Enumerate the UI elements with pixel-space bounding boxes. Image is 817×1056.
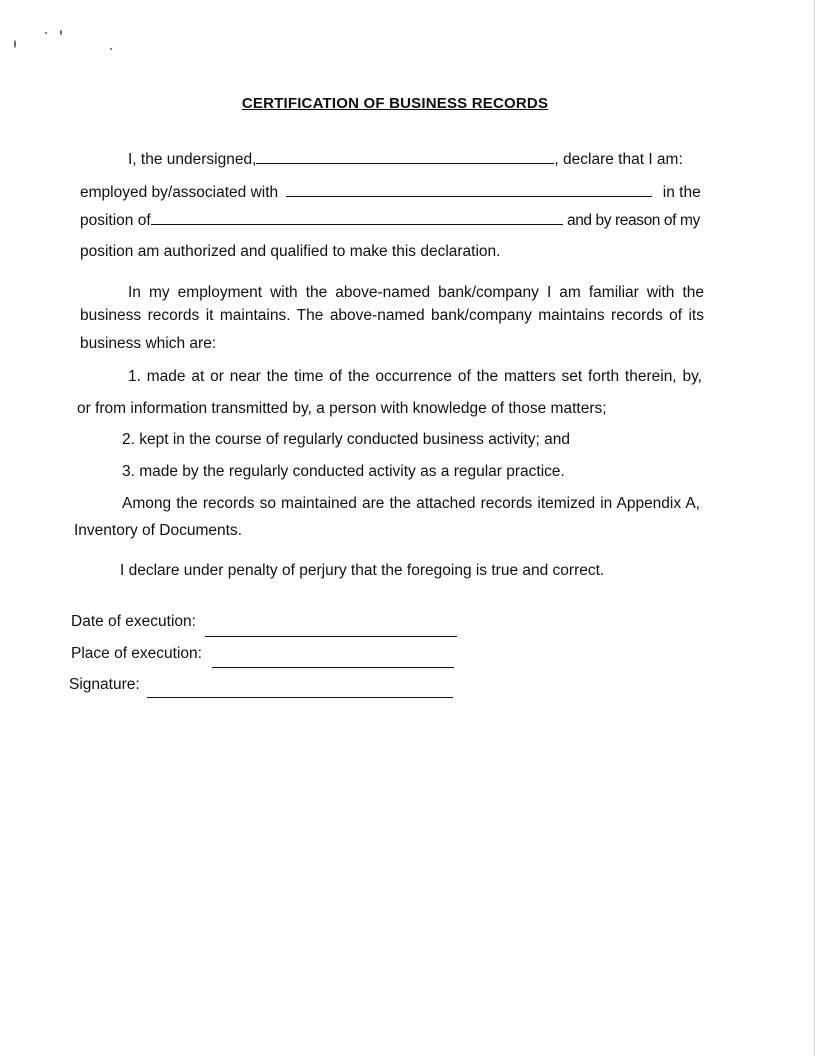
- position-blank[interactable]: [151, 210, 563, 225]
- para2-line3: business which are:: [80, 335, 217, 352]
- item1-line1: 1. made at or near the time of the occurrence of the matters set forth therein, by,: [128, 368, 702, 385]
- document-title: CERTIFICATION OF BUSINESS RECORDS: [241, 95, 549, 112]
- name-blank[interactable]: [256, 149, 554, 164]
- para3-line2: Inventory of Documents.: [74, 522, 242, 539]
- para4: I declare under penalty of perjury that the foregoing is true and correct.: [120, 562, 605, 579]
- para1-line4: position am authorized and qualified to make this declaration.: [80, 243, 501, 260]
- para2-line1: In my employment with the above-named bank/company I am familiar with the: [128, 284, 704, 301]
- scan-speck: [110, 48, 112, 50]
- place-label: Place of execution:: [71, 645, 202, 662]
- signature-field[interactable]: [147, 697, 453, 698]
- employer-blank[interactable]: [286, 182, 652, 197]
- position-label: position of: [80, 212, 151, 229]
- by-reason-label: and by reason of my: [566, 212, 700, 229]
- para1-line2: [80, 182, 701, 202]
- item1-line2: or from information transmitted by, a person with knowledge of those matters;: [77, 400, 607, 417]
- in-the-label: in the: [662, 184, 701, 201]
- undersigned-label: I, the undersigned,: [128, 151, 257, 168]
- place-field[interactable]: [212, 667, 454, 668]
- para3-line1: Among the records so maintained are the attached records itemized in Appendix A,: [122, 495, 700, 512]
- scan-edge: [814, 0, 815, 1056]
- para1-line1: [128, 149, 683, 169]
- scan-speck: [60, 30, 62, 35]
- signature-label: Signature:: [69, 676, 140, 693]
- item3: 3. made by the regularly conducted activity as a regular practice.: [122, 463, 565, 480]
- scan-speck: [45, 32, 47, 34]
- para2-line2: business records it maintains. The above-named bank/company maintains records of its: [80, 307, 704, 324]
- date-field[interactable]: [205, 636, 457, 637]
- date-label: Date of execution:: [71, 613, 196, 630]
- para1-line3: [80, 210, 700, 230]
- employed-label: employed by/associated with: [80, 184, 279, 201]
- declare-label: , declare that I am:: [554, 151, 683, 168]
- scan-speck: [14, 40, 16, 48]
- item2: 2. kept in the course of regularly conducted business activity; and: [122, 431, 571, 448]
